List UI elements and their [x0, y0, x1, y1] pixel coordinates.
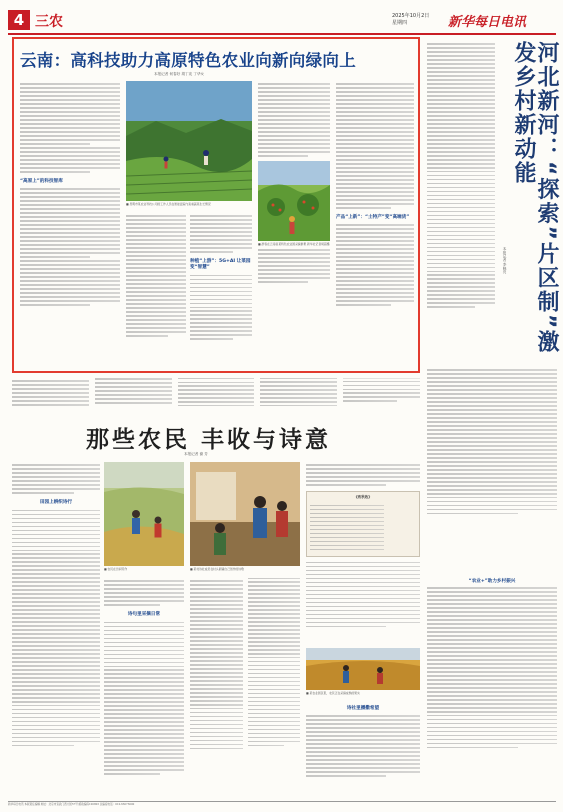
- page-footer: 新华每日电讯 本版责任编辑 地址：北京市宣武门西大街57号 邮政编码100803 总编室电话：010-63073000: [8, 801, 556, 809]
- body-text: [306, 560, 420, 630]
- top-story[interactable]: [12, 37, 420, 373]
- poem-box: [306, 491, 420, 556]
- page-header: [8, 8, 556, 32]
- body-text: [190, 213, 252, 255]
- photo-orchard: [258, 161, 330, 241]
- body-text: [427, 585, 557, 751]
- body-text: [306, 713, 420, 779]
- body-text: [258, 247, 330, 285]
- body-text: [336, 222, 414, 308]
- section-name: 三农: [35, 14, 63, 30]
- photo-caption-2: ■ 游客在云南省某特色农业园采摘鲜果 新华社记者胡超摄: [258, 242, 330, 247]
- top-story-title: 云南：高科技助力高原特色农业向新向绿向上: [20, 51, 356, 70]
- page-number: 4: [8, 10, 30, 30]
- feature-caption-3: ■ 某农业园区里，农民正在采摘成熟的果实: [306, 691, 360, 695]
- top-story-subhead-1: “高原上”的科技智库: [20, 179, 63, 185]
- top-story-column-3: [190, 213, 252, 369]
- body-text: [12, 378, 420, 406]
- feature-column-3: [190, 578, 300, 798]
- feature-section-1: 田园上耕织诗行: [39, 500, 73, 506]
- top-story-column-5: [336, 81, 414, 371]
- body-text: [104, 619, 184, 777]
- feature-section-2: 诗句里采摘日常: [127, 612, 161, 618]
- side-story-headline: 河北新河：“探索”片区制”激发乡村新动能: [511, 41, 559, 355]
- feature-caption-1: ■ 农民在田间劳作: [104, 567, 128, 571]
- top-story-subhead-3: 产品“上新”：“土特产”变“高端货”: [336, 214, 410, 220]
- body-text: [190, 578, 300, 749]
- photo-greenhouse: [126, 81, 252, 201]
- issue-weekday: 星期四: [392, 20, 408, 26]
- photo-caption-1: ■ 昆明市某农业科技公司的工作人员在智能温室内查看蔬菜生长情况: [126, 202, 211, 206]
- body-text: [306, 462, 420, 488]
- side-story-subhead: “农业+”助力乡村振兴: [468, 579, 516, 584]
- feature-column-1: [12, 462, 100, 798]
- body-text: [20, 186, 120, 308]
- feature-column-2: [104, 578, 184, 798]
- side-story-byline: 本报记者 李晓亮: [503, 247, 507, 274]
- news-brief: [12, 378, 420, 416]
- poem-text: [310, 502, 416, 552]
- body-text: [104, 578, 184, 608]
- side-story-column-2: [427, 367, 557, 567]
- top-story-column-4: [258, 81, 330, 371]
- side-story-column-1: [427, 41, 495, 361]
- body-text: [258, 81, 330, 159]
- body-text: [336, 81, 414, 211]
- photo-farmers-field: [104, 462, 184, 566]
- top-story-byline: 本报记者 何春好 胡丁宪 丁华女: [154, 72, 205, 76]
- feature-byline: 本报记者 谢 芳: [184, 452, 208, 456]
- side-story-column-3: [427, 585, 557, 799]
- photo-poetry-reading: [190, 462, 300, 566]
- top-story-subhead-2: 种植“上游”：5G+AI 让菜园变“智慧”: [190, 259, 251, 271]
- top-story-column-1: [20, 81, 120, 371]
- header-rule: [8, 33, 556, 35]
- body-text: [427, 41, 495, 310]
- feature-caption-2: ■ 某村诗社成员在村头朗诵自己创作的诗歌: [190, 567, 244, 571]
- feature-column-5: [306, 702, 420, 798]
- issue-date: 2025年10月2日: [392, 13, 430, 19]
- body-text: [190, 272, 252, 342]
- body-text: [20, 81, 120, 175]
- feature-section-3: 诗社里播撒希望: [346, 706, 380, 711]
- body-text: [126, 213, 186, 339]
- body-text: [12, 507, 100, 748]
- top-story-column-2: [126, 213, 186, 369]
- body-text: [12, 462, 100, 496]
- photo-harvest: [306, 648, 420, 690]
- newspaper-masthead: 新华每日电讯: [448, 15, 527, 30]
- feature-title: 那些农民 丰收与诗意: [86, 427, 332, 453]
- side-story[interactable]: [427, 37, 559, 807]
- feature-column-4: [306, 462, 420, 642]
- body-text: [427, 367, 557, 517]
- poem-title: 《致秋收》: [354, 495, 372, 500]
